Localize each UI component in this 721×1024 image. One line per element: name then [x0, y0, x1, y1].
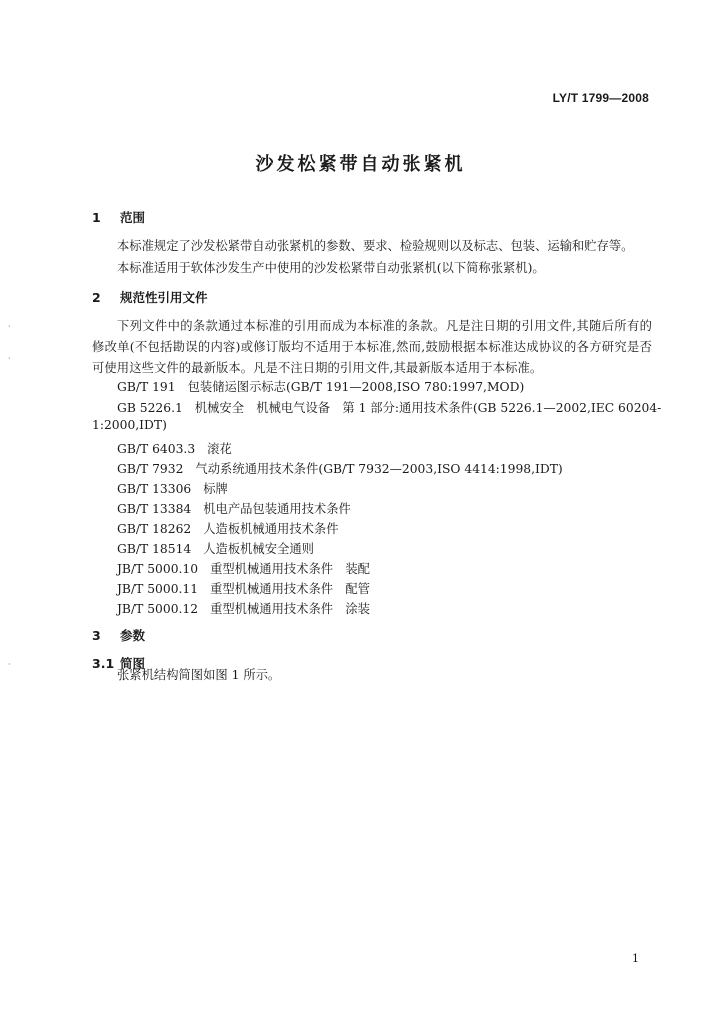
reference-code: JB/T 5000.11: [117, 582, 199, 596]
reference-item: [117, 479, 228, 497]
reference-code: GB/T 191: [117, 380, 176, 394]
section-1-paragraph-2: 本标准适用于软体沙发生产中使用的沙发松紧带自动张紧机(以下简称张紧机)。: [117, 261, 545, 275]
reference-item: [117, 539, 314, 557]
reference-item: [117, 579, 370, 597]
reference-title: 人造板机械通用技术条件: [203, 522, 339, 536]
reference-item: [117, 377, 524, 395]
reference-title: 机电产品包装通用技术条件: [203, 502, 351, 516]
reference-code: JB/T 5000.10: [117, 562, 199, 576]
reference-item: [117, 599, 370, 617]
reference-code: GB 5226.1: [117, 401, 183, 415]
reference-code: GB/T 18262: [117, 522, 192, 536]
section-number: 3.1: [92, 656, 115, 671]
reference-item: [117, 499, 351, 517]
section-number: 3: [92, 628, 101, 643]
section-title: 规范性引用文件: [120, 290, 208, 305]
reference-title: 重型机械通用技术条件 涂装: [210, 602, 370, 616]
reference-code: GB/T 13306: [117, 482, 192, 496]
scan-speck: ·: [8, 660, 11, 669]
reference-code: GB/T 18514: [117, 542, 192, 556]
section-2-intro: 下列文件中的条款通过本标准的引用而成为本标准的条款。凡是注日期的引用文件,其随后所有的修改单(不包括勘误的内容)或修订版均不适用于本标准,然而,鼓励根据本标准达成协议的各方研究是否可使用这些文件的最新版本。凡是不注日期的引用文件,其最新版本适用于本标准。: [92, 319, 652, 375]
reference-title: 机械安全 机械电气设备 第 1 部分:通用技术条件(GB 5226.1—2002,IEC 60204-: [194, 401, 662, 415]
reference-code: GB/T 6403.3: [117, 442, 196, 456]
section-1-heading: [92, 208, 145, 226]
section-title: 简图: [120, 656, 146, 671]
scan-speck: ·: [8, 322, 11, 331]
reference-code: GB/T 13384: [117, 502, 192, 516]
reference-title: 重型机械通用技术条件 装配: [210, 562, 370, 576]
section-number: 2: [92, 290, 101, 305]
reference-title: 包装储运图示标志(GB/T 191—2008,ISO 780:1997,MOD): [187, 380, 525, 394]
section-title: 参数: [120, 628, 146, 643]
page-number: 1: [632, 952, 639, 965]
reference-item: [117, 459, 563, 477]
reference-item: [117, 398, 661, 416]
reference-code: JB/T 5000.12: [117, 602, 199, 616]
reference-title: 重型机械通用技术条件 配管: [210, 582, 370, 596]
document-title: 沙发松紧带自动张紧机: [255, 154, 466, 175]
section-2-heading: [92, 288, 208, 306]
section-title: 范围: [120, 210, 146, 225]
section-3-1-paragraph: 张紧机结构简图如图 1 所示。: [117, 668, 281, 682]
reference-item: [117, 519, 339, 537]
section-3-heading: [92, 626, 145, 644]
standard-code: LY/T 1799—2008: [552, 91, 649, 105]
reference-item: [117, 439, 232, 457]
reference-item: [117, 559, 370, 577]
reference-code: GB/T 7932: [117, 462, 184, 476]
reference-title: 人造板机械安全通则: [203, 542, 314, 556]
scan-speck: ·: [8, 354, 11, 363]
section-number: 1: [92, 210, 101, 225]
reference-title: 滚花: [207, 442, 232, 456]
reference-title: 标牌: [203, 482, 228, 496]
reference-title: 气动系统通用技术条件(GB/T 7932—2003,ISO 4414:1998,IDT): [195, 462, 563, 476]
reference-continuation: 1:2000,IDT): [92, 418, 167, 432]
section-1-paragraph-1: 本标准规定了沙发松紧带自动张紧机的参数、要求、检验规则以及标志、包装、运输和贮存等。: [117, 239, 634, 253]
